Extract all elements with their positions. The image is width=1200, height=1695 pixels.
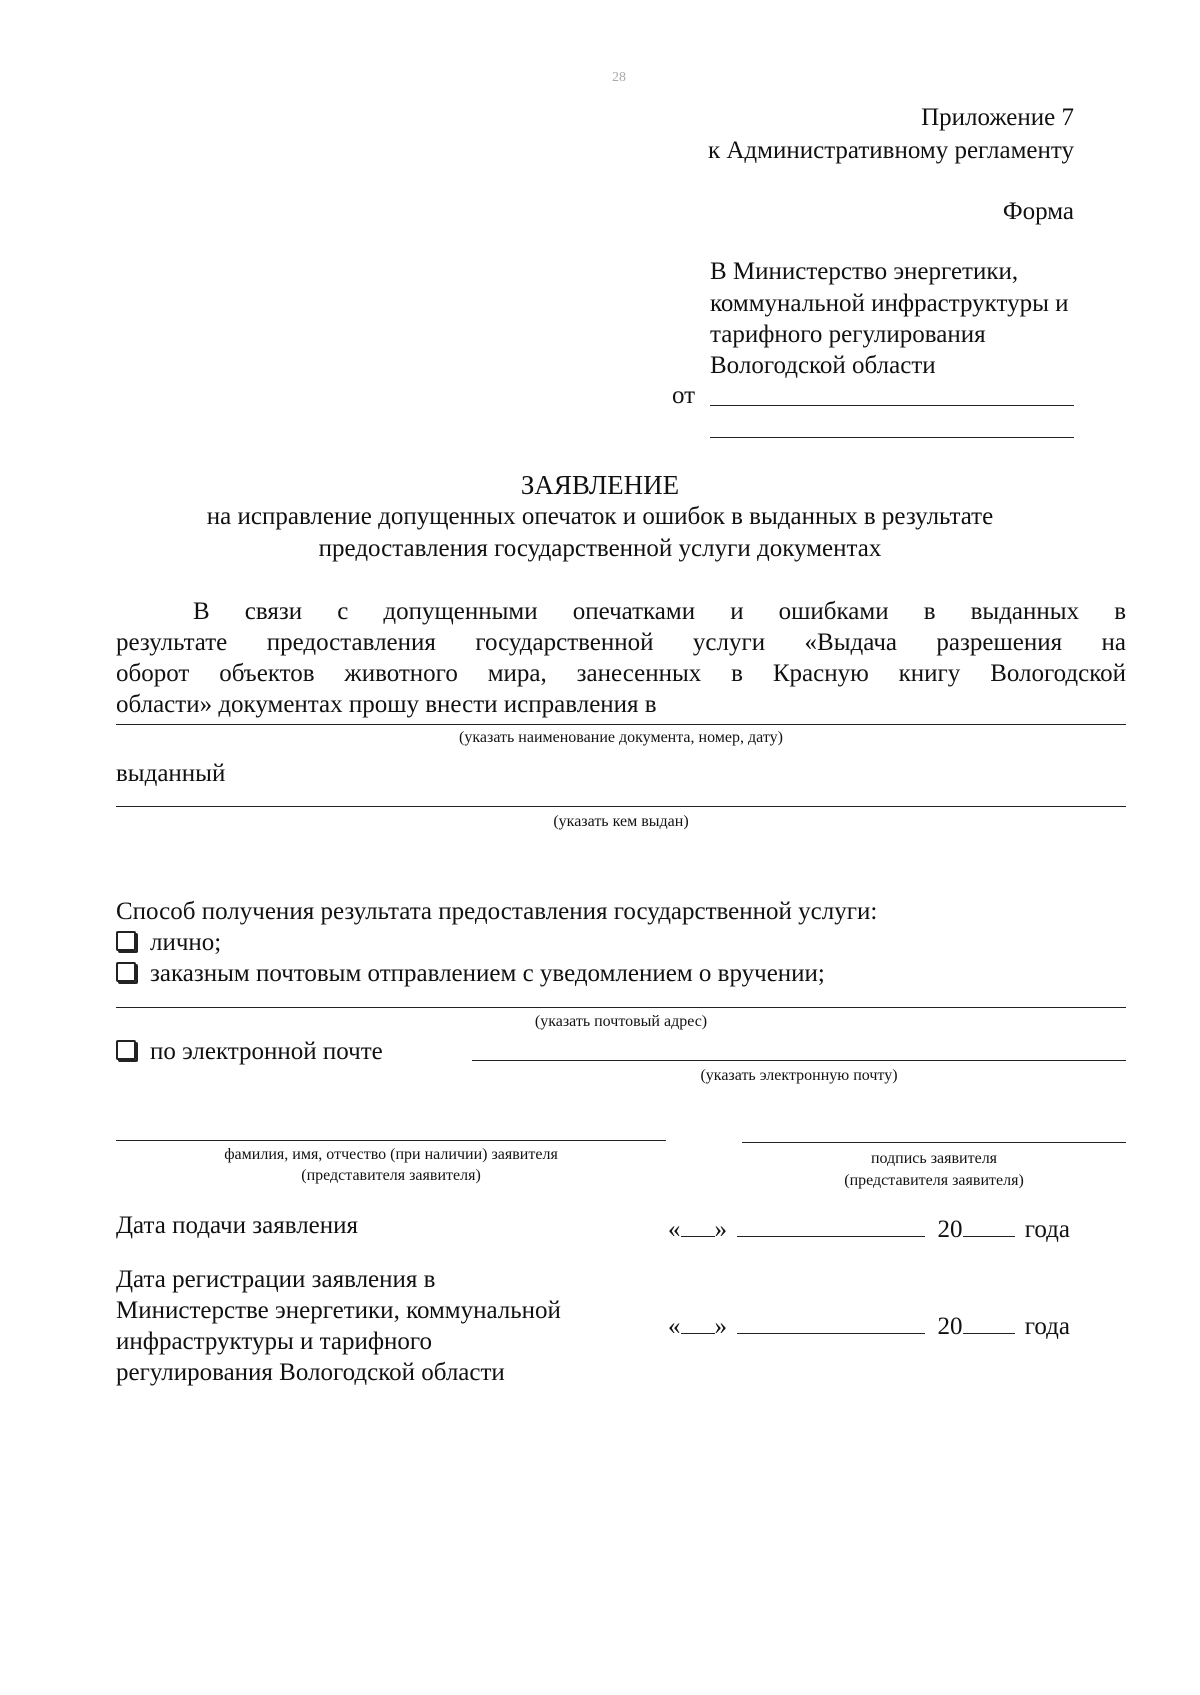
issued-label: выданный — [116, 760, 226, 787]
option-email-label: по электронной почте — [150, 1038, 383, 1065]
option-mail[interactable] — [116, 960, 825, 988]
page-number: 28 — [612, 70, 626, 85]
document-name-caption: (указать наименование документа, номер, дату) — [459, 729, 783, 746]
reg-date-label-2: Министерстве энергетики, коммунальной — [116, 1297, 561, 1324]
option-personal-label: лично; — [150, 929, 222, 956]
body-line-1: В связи с допущенными опечатками и ошибками в выданных в — [193, 598, 1126, 625]
reg-century: 20 — [937, 1313, 963, 1340]
email-caption: (указать электронную почту) — [700, 1067, 898, 1084]
applicant-name-caption-1: фамилия, имя, отчество (при наличии) заявителя — [224, 1146, 558, 1163]
addressee-line-3: тарифного регулирования — [710, 321, 986, 348]
reg-open-quote: « — [668, 1313, 681, 1340]
reg-close-quote: » — [714, 1313, 727, 1340]
personal-checkbox[interactable] — [116, 931, 136, 951]
issuer-caption: (указать кем выдан) — [553, 813, 689, 830]
from-address-line[interactable] — [710, 437, 1074, 438]
body-line-3: оборот объектов животного мира, занесенных в Красную книгу Вологодской — [116, 660, 1126, 687]
option-email[interactable] — [116, 1038, 383, 1066]
submit-year-blank[interactable] — [963, 1236, 1015, 1237]
appendix-label: Приложение 7 — [921, 104, 1074, 131]
addressee-line-4: Вологодской области — [710, 352, 936, 379]
addressee-line-2: коммунальной инфраструктуры и — [710, 290, 1069, 317]
delivery-heading: Способ получения результата предоставления государственной услуги: — [116, 898, 878, 925]
reg-year-blank[interactable] — [963, 1333, 1015, 1334]
applicant-name-line[interactable] — [116, 1140, 666, 1141]
reg-day-blank[interactable] — [681, 1333, 715, 1334]
postal-address-line[interactable] — [116, 1007, 1126, 1008]
applicant-name-caption-2: (представителя заявителя) — [301, 1167, 481, 1184]
issuer-line[interactable] — [116, 806, 1126, 807]
body-line-2: результате предоставления государственной услуги «Выдача разрешения на — [116, 629, 1126, 656]
reg-year-word: года — [1024, 1313, 1070, 1340]
document-subtitle-1: на исправление допущенных опечаток и ошибок в выданных в результате — [206, 503, 994, 530]
reg-date-label-1: Дата регистрации заявления в — [116, 1266, 436, 1293]
submit-open-quote: « — [668, 1216, 681, 1243]
submit-date-label: Дата подачи заявления — [116, 1212, 359, 1239]
signature-line[interactable] — [742, 1142, 1126, 1143]
email-checkbox[interactable] — [116, 1040, 136, 1060]
signature-caption-1: подпись заявителя — [870, 1150, 998, 1167]
option-mail-label: заказным почтовым отправлением с уведомлением о вручении; — [150, 960, 825, 987]
submit-year-word: года — [1024, 1216, 1070, 1243]
postal-address-caption: (указать почтовый адрес) — [534, 1013, 708, 1030]
addressee-line-1: В Министерство энергетики, — [710, 258, 1019, 285]
form-label: Форма — [1002, 198, 1074, 225]
submit-month-blank[interactable] — [737, 1236, 925, 1237]
submit-date-field[interactable] — [668, 1216, 1070, 1244]
mail-checkbox[interactable] — [116, 962, 136, 982]
email-line[interactable] — [472, 1060, 1126, 1061]
reg-date-field[interactable] — [668, 1313, 1070, 1341]
submit-close-quote: » — [714, 1216, 727, 1243]
submit-century: 20 — [937, 1216, 963, 1243]
reg-date-label-4: регулирования Вологодской области — [116, 1359, 505, 1386]
reg-month-blank[interactable] — [737, 1333, 925, 1334]
from-label: от — [672, 382, 696, 409]
submit-day-blank[interactable] — [681, 1236, 715, 1237]
document-name-line[interactable] — [116, 724, 1126, 725]
document-title: ЗАЯВЛЕНИЕ — [520, 470, 680, 500]
from-name-line[interactable] — [710, 405, 1074, 406]
regulation-reference: к Административному регламенту — [707, 137, 1074, 164]
option-personal[interactable] — [116, 929, 221, 957]
document-subtitle-2: предоставления государственной услуги документах — [318, 535, 882, 562]
signature-caption-2: (представителя заявителя) — [844, 1172, 1024, 1189]
body-line-4: области» документах прошу внести исправления в — [116, 691, 657, 718]
reg-date-label-3: инфраструктуры и тарифного — [116, 1328, 433, 1355]
